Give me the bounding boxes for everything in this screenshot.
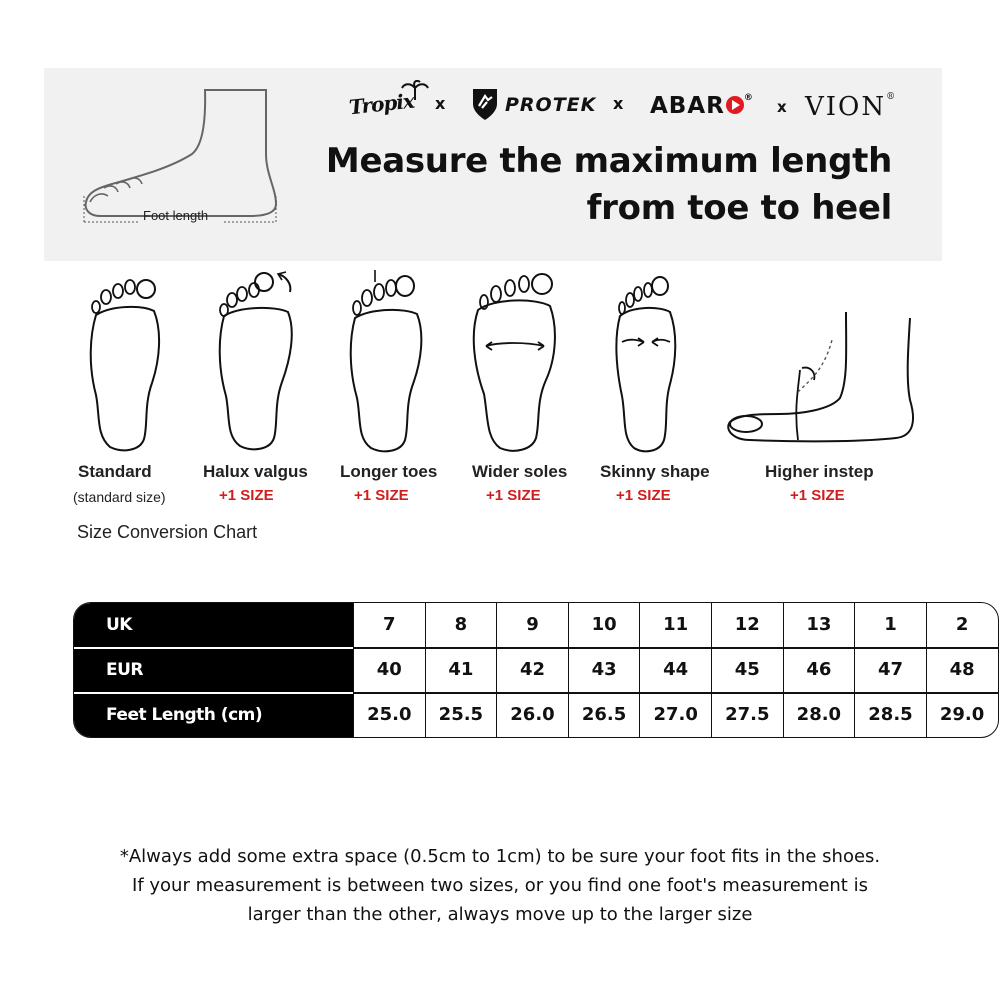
size-conversion-table (73, 602, 999, 738)
headline (326, 138, 892, 232)
table-cell: 27.0 (639, 693, 711, 737)
size-chart-title: Size Conversion Chart (77, 522, 258, 542)
table-cell: 28.5 (854, 693, 926, 737)
sizing-note (30, 842, 970, 929)
table-cell: 48 (926, 648, 998, 692)
abaro-play-icon (726, 96, 744, 114)
sizing-note-line-3: larger than the other, always move up to the larger size (247, 904, 753, 925)
table-cell: 10 (568, 603, 640, 647)
foot-longer-toes-illustration (345, 268, 429, 453)
foot-type-label: Standard (78, 462, 152, 481)
palm-tree-icon (400, 80, 430, 102)
size-adjustment-badge: +1 SIZE (219, 487, 274, 504)
table-cell: 27.5 (711, 693, 783, 737)
foot-length-label: Foot length (143, 208, 209, 223)
foot-type-label: Higher instep (765, 462, 874, 481)
table-row-feet-length (353, 693, 998, 737)
table-cell: 41 (425, 648, 497, 692)
table-row-uk (353, 603, 998, 647)
vion-logo-text: VION (805, 92, 887, 122)
size-adjustment-badge: +1 SIZE (486, 487, 541, 504)
table-cell: 28.0 (783, 693, 855, 737)
brand-separator: x (613, 94, 624, 113)
size-adjustment-badge: +1 SIZE (616, 487, 671, 504)
vion-logo (805, 92, 897, 122)
table-cell: 26.0 (496, 693, 568, 737)
foot-type-label: Wider soles (472, 462, 568, 481)
table-cell: 26.5 (568, 693, 640, 737)
size-adjustment-badge: +1 SIZE (790, 487, 845, 504)
foot-skinny-shape-illustration (610, 268, 680, 453)
table-cell: 40 (353, 648, 425, 692)
foot-halux-valgus-illustration (212, 268, 302, 453)
row-header-eur: EUR (106, 660, 144, 680)
foot-standard-illustration (82, 275, 166, 453)
brand-separator: x (435, 94, 446, 113)
foot-type-note: (standard size) (73, 489, 166, 505)
table-cell: 1 (854, 603, 926, 647)
protek-shield-icon (470, 86, 500, 122)
row-header-feet-length: Feet Length (cm) (106, 705, 263, 725)
table-cell: 47 (854, 648, 926, 692)
table-cell: 13 (783, 603, 855, 647)
table-cell: 7 (353, 603, 425, 647)
foot-type-label: Halux valgus (203, 462, 308, 481)
table-cell: 44 (639, 648, 711, 692)
protek-logo: PROTEK (505, 94, 597, 116)
row-header-uk: UK (106, 615, 132, 635)
table-cell: 43 (568, 648, 640, 692)
table-cell: 29.0 (926, 693, 998, 737)
table-cell: 46 (783, 648, 855, 692)
headline-line-2: from toe to heel (586, 188, 892, 228)
table-row-eur (353, 648, 998, 692)
table-cell: 25.0 (353, 693, 425, 737)
size-adjustment-badge: +1 SIZE (354, 487, 409, 504)
abaro-logo-text: ABAR (650, 93, 725, 119)
table-cell: 45 (711, 648, 783, 692)
foot-type-label: Longer toes (340, 462, 438, 481)
sizing-note-line-1: *Always add some extra space (0.5cm to 1cm) to be sure your foot fits in the shoes. (119, 846, 881, 867)
table-cell: 42 (496, 648, 568, 692)
foot-type-label: Skinny shape (600, 462, 710, 481)
row-header-column (74, 603, 353, 737)
brand-separator: x (777, 98, 787, 116)
abaro-logo (650, 93, 754, 119)
tropix-logo: Tropix (347, 88, 415, 120)
headline-line-1: Measure the maximum length (325, 141, 892, 181)
table-cell: 9 (496, 603, 568, 647)
table-cell: 2 (926, 603, 998, 647)
table-cell: 25.5 (425, 693, 497, 737)
table-cell: 11 (639, 603, 711, 647)
table-cell: 8 (425, 603, 497, 647)
registered-mark: ® (886, 92, 898, 102)
foot-higher-instep-illustration (720, 310, 920, 455)
table-cell: 12 (711, 603, 783, 647)
foot-wider-soles-illustration (470, 270, 560, 453)
brand-logos (345, 80, 905, 130)
sizing-note-line-2: If your measurement is between two sizes, or you find one foot's measurement is (132, 875, 868, 896)
registered-mark: ® (743, 93, 754, 103)
